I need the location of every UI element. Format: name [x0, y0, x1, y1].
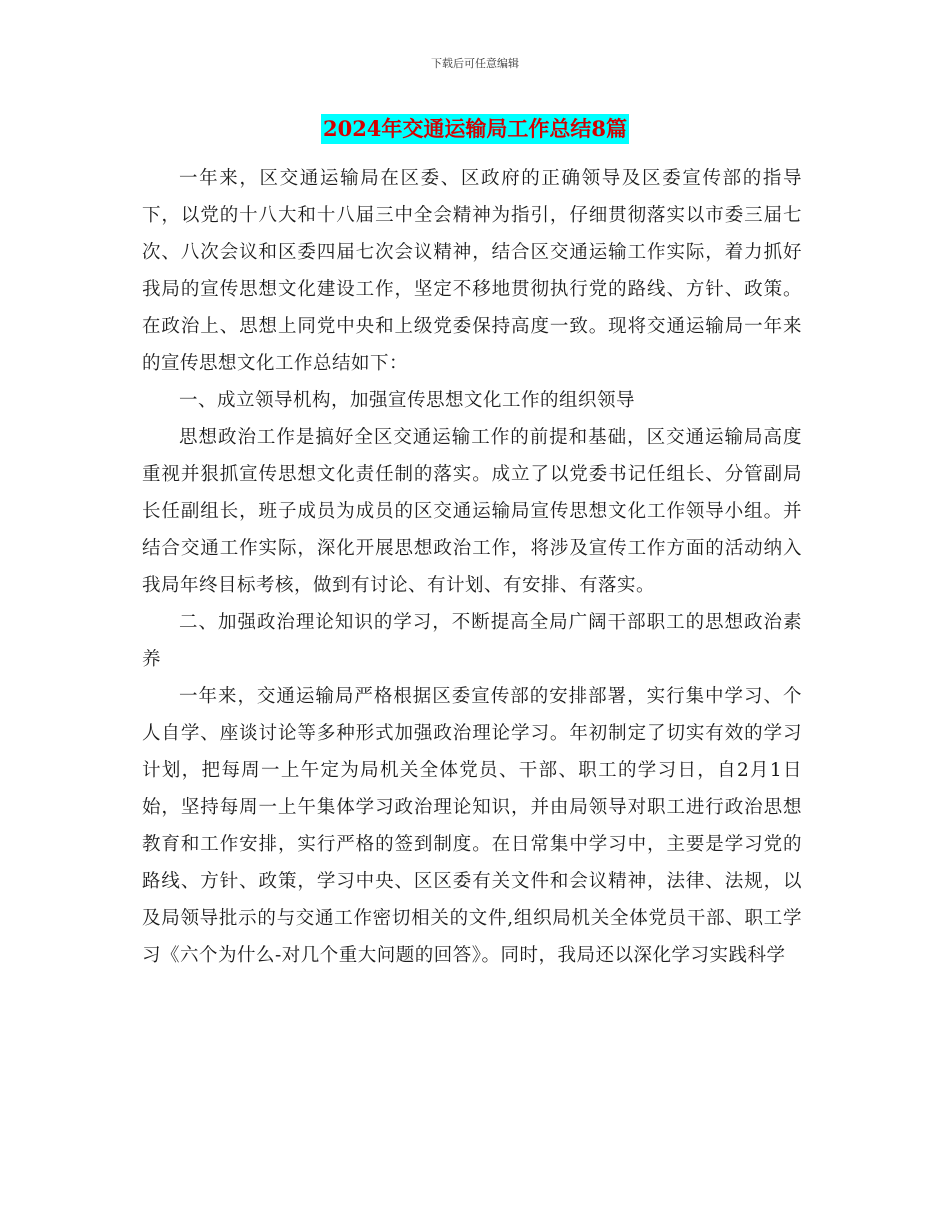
paragraph-section-1: 思想政治工作是搞好全区交通运输工作的前提和基础，区交通运输局高度重视并狠抓宣传思想文化责任制的落实。成立了以党委书记任组长、分管副局长任副组长，班子成员为成员的区交通运输局宣传思想文化工作领导小组。并结合交通工作实际，深化开展思想政治工作，将涉及宣传工作方面的活动纳入我局年终目标考核，做到有讨论、有计划、有安排、有落实。 [142, 427, 802, 596]
document-title: 2024年交通运输局工作总结8篇 [321, 114, 629, 144]
section-heading-2: 二、加强政治理论知识的学习，不断提高全局广阔干部职工的思想政治素养 [142, 612, 802, 670]
title-container [0, 114, 950, 144]
paragraph-section-2: 一年来，交通运输局严格根据区委宣传部的安排部署，实行集中学习、个人自学、座谈讨论等多种形式加强政治理论学习。年初制定了切实有效的学习计划，把每周一上午定为局机关全体党员、干部、职工的学习日，自2月1日始，坚持每周一上午集体学习政治理论知识，并由局领导对职工进行政治思想教育和工作安排，实行严格的签到制度。在日常集中学习中，主要是学习党的路线、方针、政策，学习中央、区区委有关文件和会议精神，法律、法规，以及局领导批示的与交通工作密切相关的文件,组织局机关全体党员干部、职工学习《六个为什么-对几个重大问题的回答》。同时，我局还以深化学习实践科学 [142, 686, 802, 966]
section-heading-1: 一、成立领导机构，加强宣传思想文化工作的组织领导 [179, 390, 636, 411]
document-body [142, 160, 802, 974]
paragraph-intro: 一年来，区交通运输局在区委、区政府的正确领导及区委宣传部的指导下，以党的十八大和十八届三中全会精神为指引，仔细贯彻落实以市委三届七次、八次会议和区委四届七次会议精神，结合区交通运输工作实际，着力抓好我局的宣传思想文化建设工作，坚定不移地贯彻执行党的路线、方针、政策。在政治上、思想上同党中央和上级党委保持高度一致。现将交通运输局一年来的宣传思想文化工作总结如下： [142, 168, 802, 374]
header-note: 下载后可任意编辑 [431, 57, 519, 70]
